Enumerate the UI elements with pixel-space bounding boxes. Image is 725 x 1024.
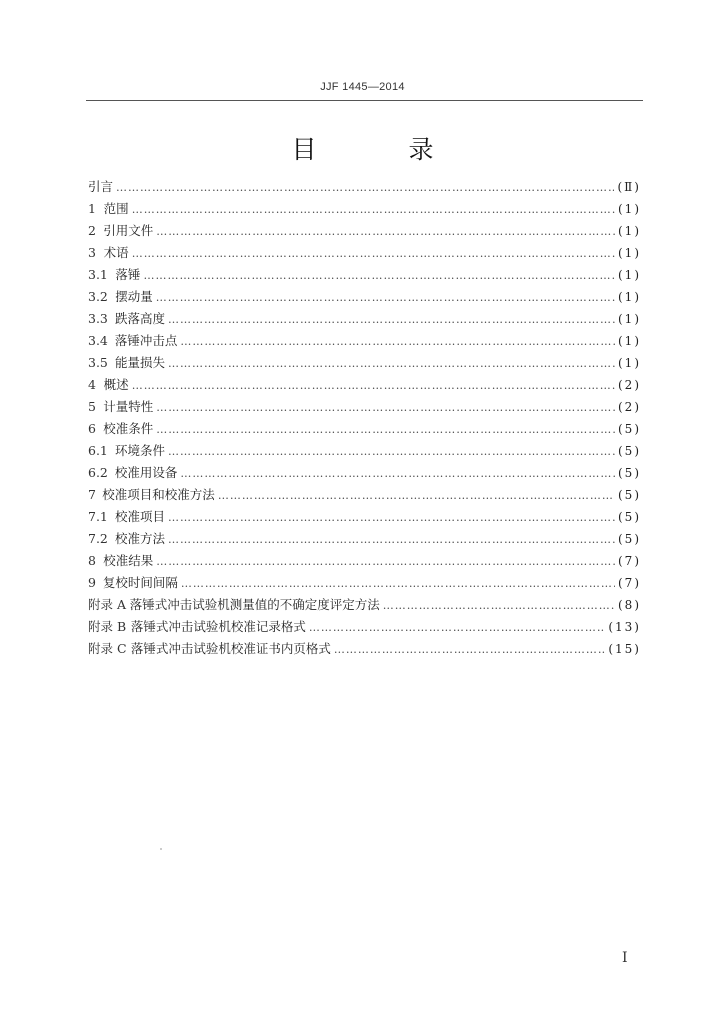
toc-entry[interactable] — [88, 639, 641, 661]
toc-entry-page: (5) — [618, 510, 641, 524]
toc-entry-page: (5) — [618, 532, 641, 546]
toc-entry[interactable] — [88, 507, 641, 529]
toc-entry-page: (8) — [618, 598, 641, 612]
toc-entry[interactable] — [88, 441, 641, 463]
toc-entry-number: 8 — [88, 553, 96, 568]
toc-entry-title: 环境条件 — [115, 443, 166, 458]
toc-entry-page: (1) — [618, 224, 641, 238]
toc-entry-number: 附录 B — [88, 619, 127, 634]
toc-entry-number: 7 — [88, 487, 96, 502]
toc-entry-number: 3.4 — [88, 333, 108, 348]
scan-speck — [160, 848, 162, 850]
toc-entry-number: 9 — [88, 575, 96, 590]
toc-entry-page: (1) — [618, 356, 641, 370]
toc-entry[interactable] — [88, 265, 641, 287]
dot-leader — [116, 181, 614, 194]
toc-entry-title: 术语 — [103, 245, 129, 260]
toc-entry-title: 校准方法 — [115, 531, 166, 546]
toc-entry-number: 3.2 — [88, 289, 108, 304]
toc-entry[interactable] — [88, 221, 641, 243]
toc-entry-page: (2) — [618, 400, 641, 414]
dot-leader — [132, 203, 615, 216]
toc-entry-number: 附录 C — [88, 641, 127, 656]
toc-entry-number: 3.5 — [88, 355, 108, 370]
toc-entry-number: 6 — [88, 421, 96, 436]
toc-entry-title: 复校时间间隔 — [102, 575, 178, 590]
dot-leader — [132, 247, 615, 260]
toc-entry-page: (5) — [618, 444, 641, 458]
toc-entry-page: (5) — [618, 466, 641, 480]
toc-entry-page: (5) — [618, 488, 641, 502]
dot-leader — [309, 621, 605, 634]
dot-leader — [168, 313, 615, 326]
dot-leader — [180, 467, 615, 480]
toc-entry-number: 4 — [88, 377, 96, 392]
toc-entry-page: (1) — [618, 334, 641, 348]
toc-entry-number: 5 — [88, 399, 96, 414]
dot-leader — [143, 269, 615, 282]
toc-entry-page: (1) — [618, 268, 641, 282]
toc-entry[interactable] — [88, 551, 641, 573]
toc-entry-title: 校准项目 — [115, 509, 166, 524]
dot-leader — [383, 599, 615, 612]
toc-entry[interactable] — [88, 485, 641, 507]
toc-entry[interactable] — [88, 617, 641, 639]
toc-entry[interactable] — [88, 529, 641, 551]
toc-entry-page: (1) — [618, 246, 641, 260]
toc-entry-title: 校准用设备 — [114, 465, 178, 480]
toc-entry-title: 摆动量 — [115, 289, 153, 304]
toc-entry-title: 校准条件 — [103, 421, 154, 436]
toc-entry[interactable] — [88, 353, 641, 375]
toc-entry[interactable] — [88, 463, 641, 485]
toc-entry-title: 概述 — [103, 377, 129, 392]
toc-entry-page: (1) — [618, 312, 641, 326]
dot-leader — [181, 577, 615, 590]
toc-entry-number: 附录 A — [88, 597, 127, 612]
dot-leader — [168, 533, 615, 546]
toc-entry-number: 3 — [88, 245, 96, 260]
toc-entry-title: 落锤冲击点 — [114, 333, 178, 348]
dot-leader — [156, 555, 615, 568]
dot-leader — [156, 401, 615, 414]
table-of-contents — [88, 177, 641, 661]
toc-entry-number: 6.2 — [88, 465, 108, 480]
toc-entry-title: 范围 — [103, 201, 129, 216]
dot-leader — [132, 379, 615, 392]
dot-leader — [180, 335, 615, 348]
toc-entry-page: (1) — [618, 290, 641, 304]
toc-entry-title: 落锤 — [115, 267, 141, 282]
dot-leader — [334, 643, 605, 656]
dot-leader — [168, 357, 615, 370]
running-header: JJF 1445—2014 — [320, 81, 405, 93]
dot-leader — [156, 291, 615, 304]
toc-entry-number: 7.1 — [88, 509, 108, 524]
toc-entry-page: (2) — [618, 378, 641, 392]
toc-entry-number: 2 — [88, 223, 96, 238]
toc-entry-title: 校准项目和校准方法 — [102, 487, 215, 502]
toc-entry-title: 落锤式冲击试验机测量值的不确定度评定方法 — [129, 597, 380, 612]
toc-entry[interactable] — [88, 177, 641, 199]
toc-entry-title: 能量损失 — [115, 355, 166, 370]
dot-leader — [168, 511, 615, 524]
dot-leader — [156, 225, 615, 238]
toc-entry-title: 计量特性 — [103, 399, 154, 414]
toc-entry-page: (15) — [608, 642, 641, 656]
page-title: 目 录 — [291, 135, 476, 164]
toc-entry[interactable] — [88, 573, 641, 595]
toc-entry-page: (1) — [618, 202, 641, 216]
toc-entry-title: 落锤式冲击试验机校准证书内页格式 — [130, 641, 331, 656]
toc-entry[interactable] — [88, 595, 641, 617]
toc-entry-page: (Ⅱ) — [617, 180, 641, 194]
toc-entry-number: 7.2 — [88, 531, 108, 546]
dot-leader — [168, 445, 615, 458]
toc-entry-page: (13) — [608, 620, 641, 634]
toc-entry[interactable] — [88, 309, 641, 331]
toc-entry[interactable] — [88, 287, 641, 309]
toc-entry-page: (5) — [618, 422, 641, 436]
toc-entry-title: 引言 — [88, 179, 114, 194]
dot-leader — [218, 489, 615, 502]
toc-entry-title: 跌落高度 — [115, 311, 166, 326]
page-number: I — [622, 950, 628, 966]
toc-entry[interactable] — [88, 331, 641, 353]
toc-entry-page: (7) — [618, 554, 641, 568]
toc-entry[interactable] — [88, 397, 641, 419]
header-divider — [86, 100, 643, 101]
dot-leader — [156, 423, 615, 436]
toc-entry-title: 落锤式冲击试验机校准记录格式 — [130, 619, 306, 634]
toc-entry[interactable] — [88, 199, 641, 221]
toc-entry-title: 校准结果 — [103, 553, 154, 568]
toc-entry-number: 6.1 — [88, 443, 108, 458]
toc-entry-number: 3.3 — [88, 311, 108, 326]
toc-entry-title: 引用文件 — [103, 223, 154, 238]
toc-entry-number: 1 — [88, 201, 96, 216]
toc-entry[interactable] — [88, 375, 641, 397]
toc-entry[interactable] — [88, 419, 641, 441]
toc-entry-number: 3.1 — [88, 267, 108, 282]
toc-entry[interactable] — [88, 243, 641, 265]
toc-entry-page: (7) — [618, 576, 641, 590]
